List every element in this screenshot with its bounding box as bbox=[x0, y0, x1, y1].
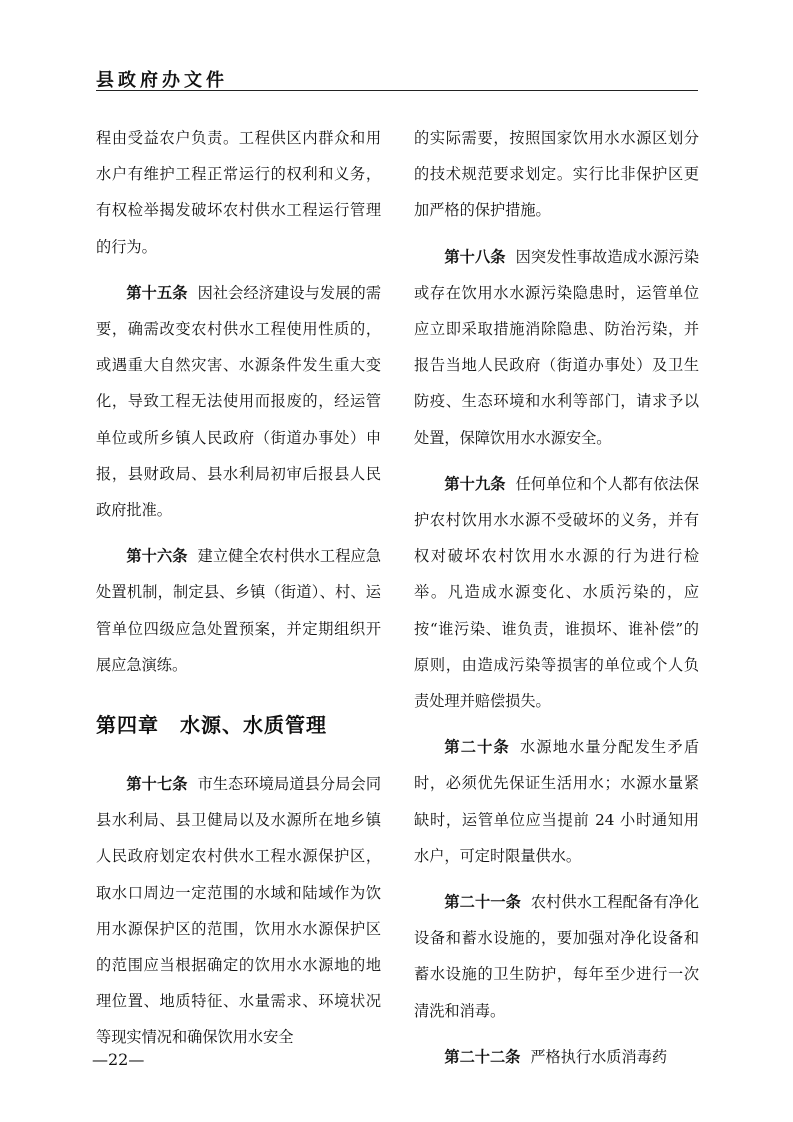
article-19 bbox=[414, 466, 699, 719]
article-title: 第十九条 bbox=[444, 474, 506, 493]
article-text: 市生态环境局道县分局会同县水利局、县卫健局以及水源所在地乡镇人民政府划定农村供水工程水源保护区，取水口周边一定范围的水域和陆域作为饮用水源保护区的范围，饮用水水源保护区的范围应当根据确定的饮用水水源地的地理位置、地质特征、水量需求、环境状况等现实情况和确保饮用水安全 bbox=[96, 775, 382, 1047]
page-header bbox=[96, 66, 698, 91]
article-title: 第二十条 bbox=[444, 738, 510, 757]
article-17 bbox=[96, 766, 381, 1056]
article-21 bbox=[414, 884, 699, 1029]
paragraph-continued bbox=[96, 120, 381, 265]
article-title: 第十五条 bbox=[126, 283, 188, 302]
article-20 bbox=[414, 729, 699, 874]
article-text: 因突发性事故造成水源污染或存在饮用水水源污染隐患时，运管单位应立即采取措施消除隐患、防治污染，并报告当地人民政府（街道办事处）及卫生防疫、生态环境和水利等部门，请求予以处置，保障饮用水水源安全。 bbox=[414, 247, 700, 447]
article-title: 第二十一条 bbox=[444, 893, 521, 912]
article-text: 水源地水量分配发生矛盾时，必须优先保证生活用水；水源水量紧缺时，运管单位应当提前 24 小时通知用水户，可定时限量供水。 bbox=[414, 738, 700, 865]
article-title: 第十八条 bbox=[444, 247, 506, 266]
header-title: 县政府办文件 bbox=[96, 70, 228, 91]
article-text: 任何单位和个人都有依法保护农村饮用水水源不受破坏的义务，并有权对破坏农村饮用水水源的行为进行检举。凡造成水源变化、水质污染的，应按“谁污染、谁负责，谁损坏、谁补偿”的原则，由造成污染等损害的单位或个人负责处理并赔偿损失。 bbox=[414, 474, 700, 711]
page-number: —22— bbox=[92, 1050, 145, 1069]
article-18 bbox=[414, 239, 699, 456]
paragraph-text: 程由受益农户负责。工程供区内群众和用水户有维护工程正常运行的权利和义务，有权检举揭发破坏农村供水工程运行管理的行为。 bbox=[96, 129, 381, 256]
left-column bbox=[96, 120, 381, 1066]
article-15 bbox=[96, 275, 381, 528]
article-text: 农村供水工程配备有净化设备和蓄水设施的，要加强对净化设备和蓄水设施的卫生防护，每年至少进行一次清洗和消毒。 bbox=[414, 893, 700, 1020]
article-text: 建立健全农村供水工程应急处置机制，制定县、乡镇（街道）、村、运管单位四级应急处置预案，并定期组织开展应急演练。 bbox=[96, 547, 382, 674]
chapter-heading: 第四章 水源、水质管理 bbox=[96, 713, 327, 738]
article-title: 第二十二条 bbox=[444, 1047, 521, 1066]
article-text: 因社会经济建设与发展的需要，确需改变农村供水工程使用性质的，或遇重大自然灾害、水源条件发生重大变化，导致工程无法使用而报废的，经运管单位或所乡镇人民政府（街道办事处）申报，县财政局、县水利局初审后报县人民政府批准。 bbox=[96, 283, 382, 520]
right-column bbox=[414, 120, 699, 1085]
paragraph-text: 的实际需要，按照国家饮用水水源区划分的技术规范要求划定。实行比非保护区更加严格的保护措施。 bbox=[414, 129, 699, 220]
article-title: 第十六条 bbox=[126, 547, 188, 566]
article-16 bbox=[96, 538, 381, 683]
paragraph-continued bbox=[414, 120, 699, 229]
article-22 bbox=[414, 1039, 699, 1075]
article-title: 第十七条 bbox=[126, 775, 188, 794]
article-text: 严格执行水质消毒药 bbox=[530, 1047, 668, 1066]
